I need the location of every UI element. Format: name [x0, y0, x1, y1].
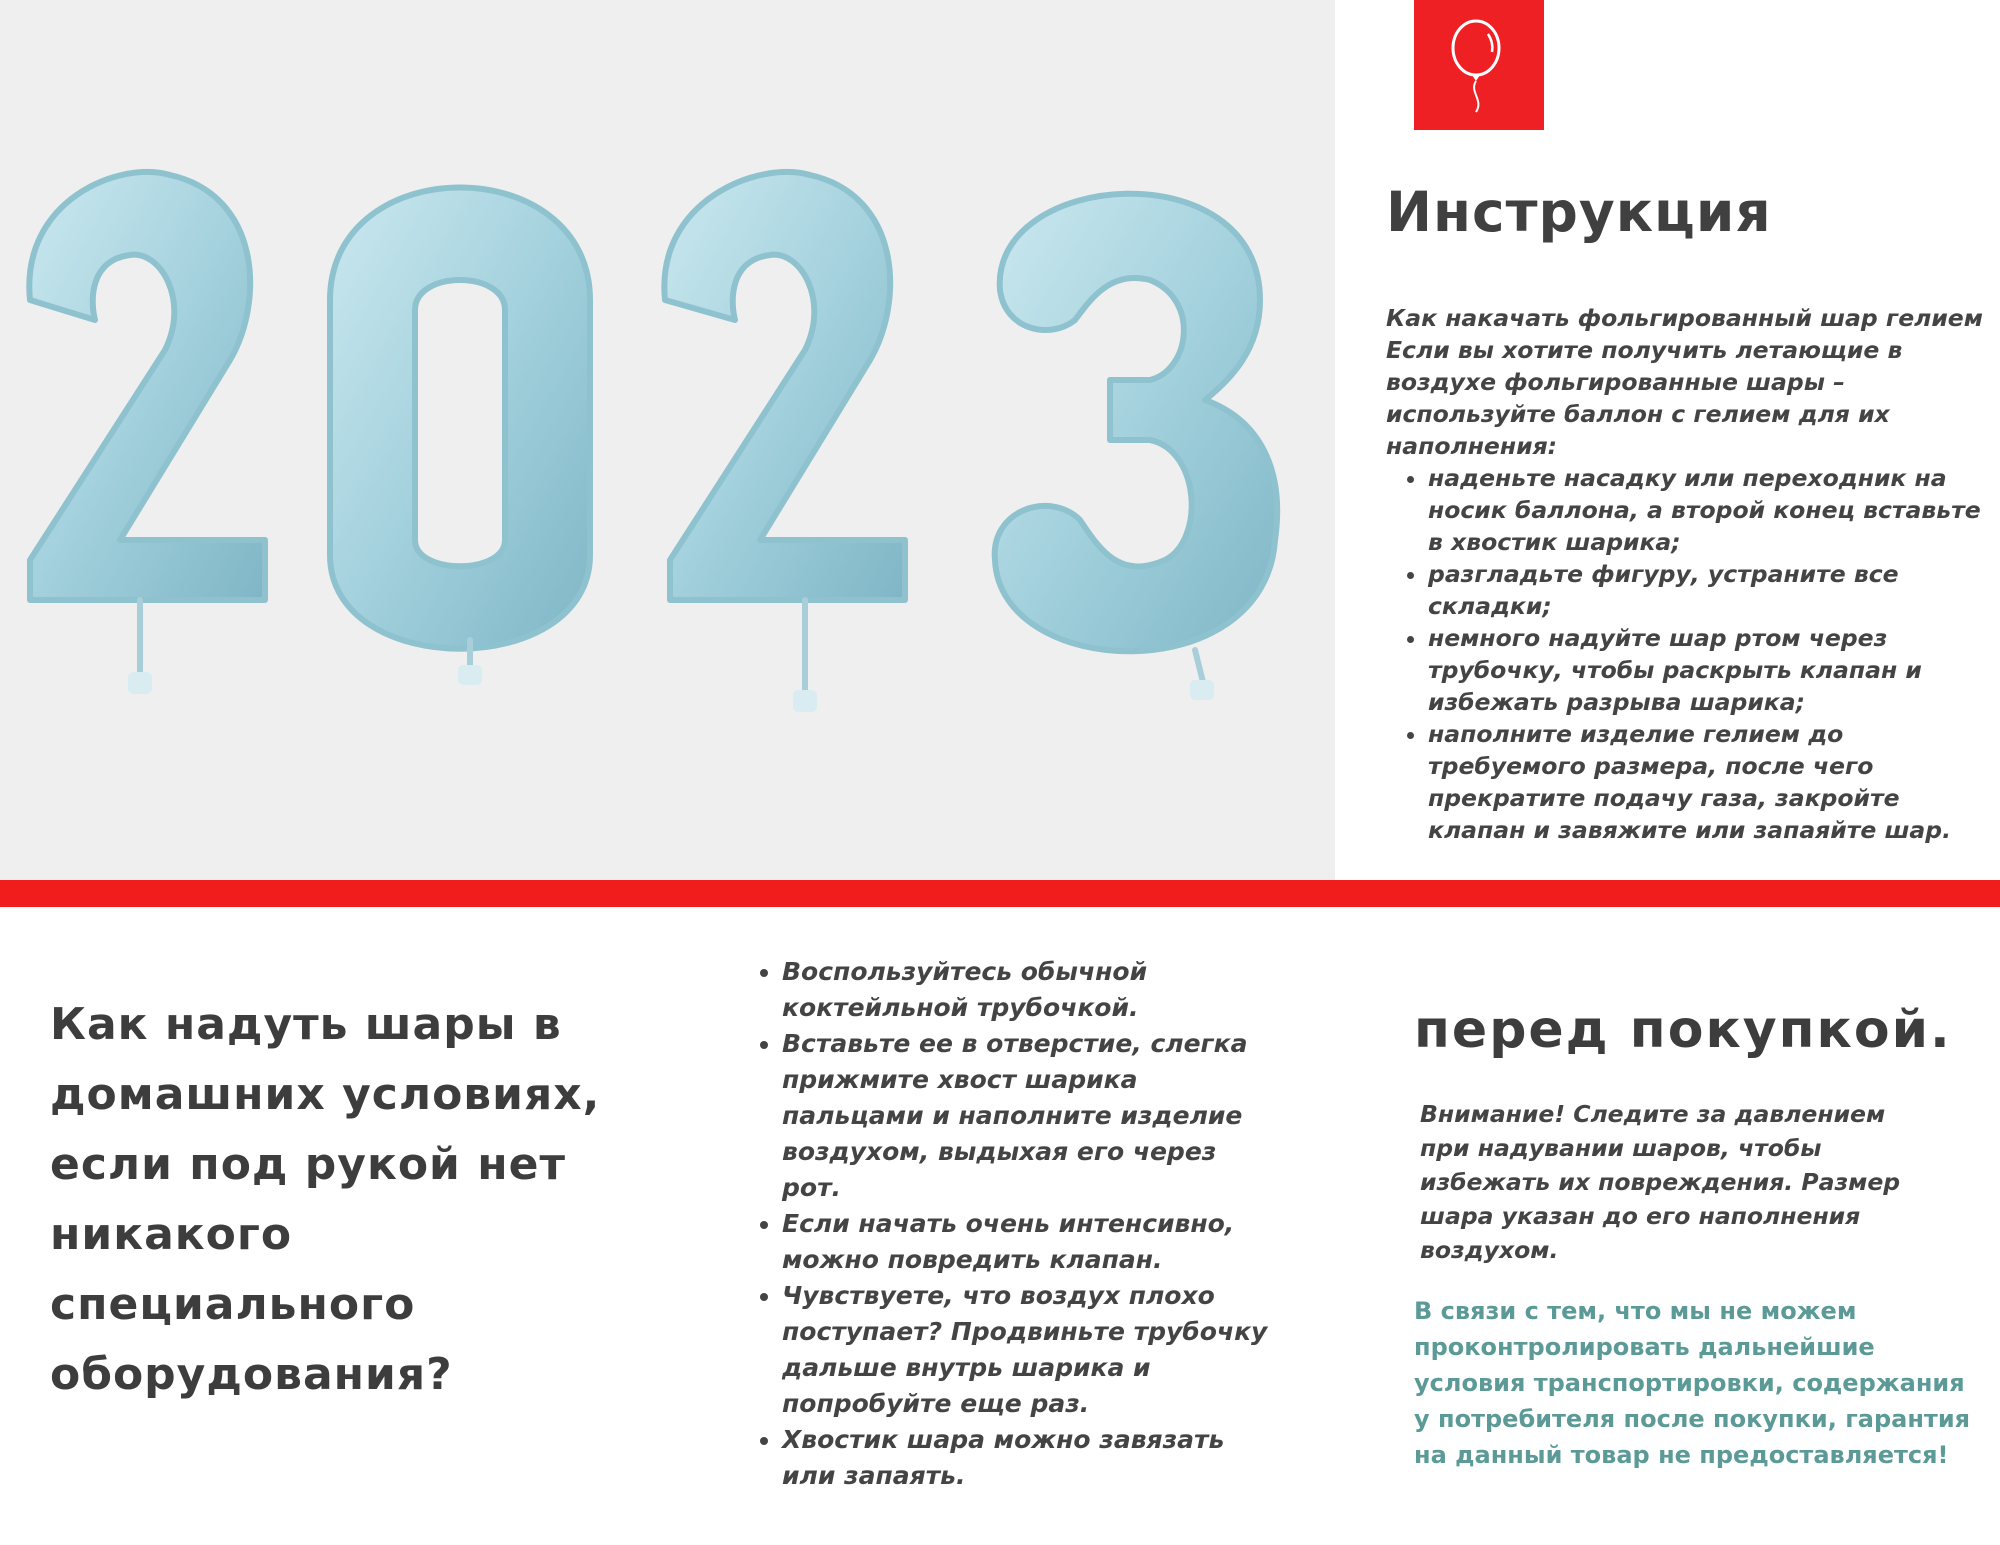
tip-item: • Воспользуйтесь обычной коктейльной трубочкой. — [782, 954, 1280, 1026]
before-purchase-heading: перед покупкой. — [1414, 1000, 1952, 1060]
instruction-intro-heading: Как накачать фольгированный шар гелием — [1386, 304, 1983, 332]
balloons-illustration — [0, 0, 1335, 880]
balloons-2023-photo — [0, 0, 1335, 880]
balloon-digit-0 — [330, 188, 590, 686]
instruction-step: • наполните изделие гелием до требуемого размера, после чего прекратите подачу газа, закройте клапан и завяжите или запаяйте шар. — [1428, 718, 1986, 846]
tip-item: • Если начать очень интенсивно, можно повредить клапан. — [782, 1206, 1280, 1278]
balloon-icon — [1414, 0, 1544, 130]
instruction-title: Инструкция — [1386, 180, 1772, 244]
balloon-digit-3 — [995, 194, 1277, 700]
no-guarantee-notice: В связи с тем, что мы не можем проконтролировать дальнейшие условия транспортировки, содержания у потребителя после покупки, гарантия на данный товар не предоставляется! — [1414, 1297, 1971, 1469]
instruction-intro: Если вы хотите получить летающие в воздухе фольгированные шары – используйте баллон с гелием для их наполнения: — [1386, 336, 1903, 460]
pressure-warning: Внимание! Следите за давлением при надувании шаров, чтобы избежать их повреждения. Размер шара указан до его наполнения воздухом. — [1420, 1100, 1901, 1264]
balloon-digit-2-first — [29, 172, 265, 694]
red-divider — [0, 880, 2000, 907]
instruction-steps — [1386, 462, 1986, 846]
tip-item: • Чувствуете, что воздух плохо поступает? Продвиньте трубочку дальше внутрь шарика и попробуйте еще раз. — [782, 1278, 1280, 1422]
tips-list — [740, 954, 1280, 1494]
instruction-body — [1386, 302, 1986, 846]
balloon-digit-2-second — [664, 172, 905, 712]
instruction-step: • немного надуйте шар ртом через трубочку, чтобы раскрыть клапан и избежать разрыва шарика; — [1428, 622, 1986, 718]
home-inflation-tips — [740, 954, 1280, 1494]
instruction-step: • разгладьте фигуру, устраните все складки; — [1428, 558, 1986, 622]
home-inflation-question: Как надуть шары в домашних условиях, если под рукой нет никакого специального оборудования? — [50, 999, 601, 1400]
brand-logo — [1414, 0, 1544, 130]
tip-item: • Хвостик шара можно завязать или запаять. — [782, 1422, 1280, 1494]
tip-item: • Вставьте ее в отверстие, слегка прижмите хвост шарика пальцами и наполните изделие воздухом, выдыхая его через рот. — [782, 1026, 1280, 1206]
instruction-step: • наденьте насадку или переходник на носик баллона, а второй конец вставьте в хвостик шарика; — [1428, 462, 1986, 558]
